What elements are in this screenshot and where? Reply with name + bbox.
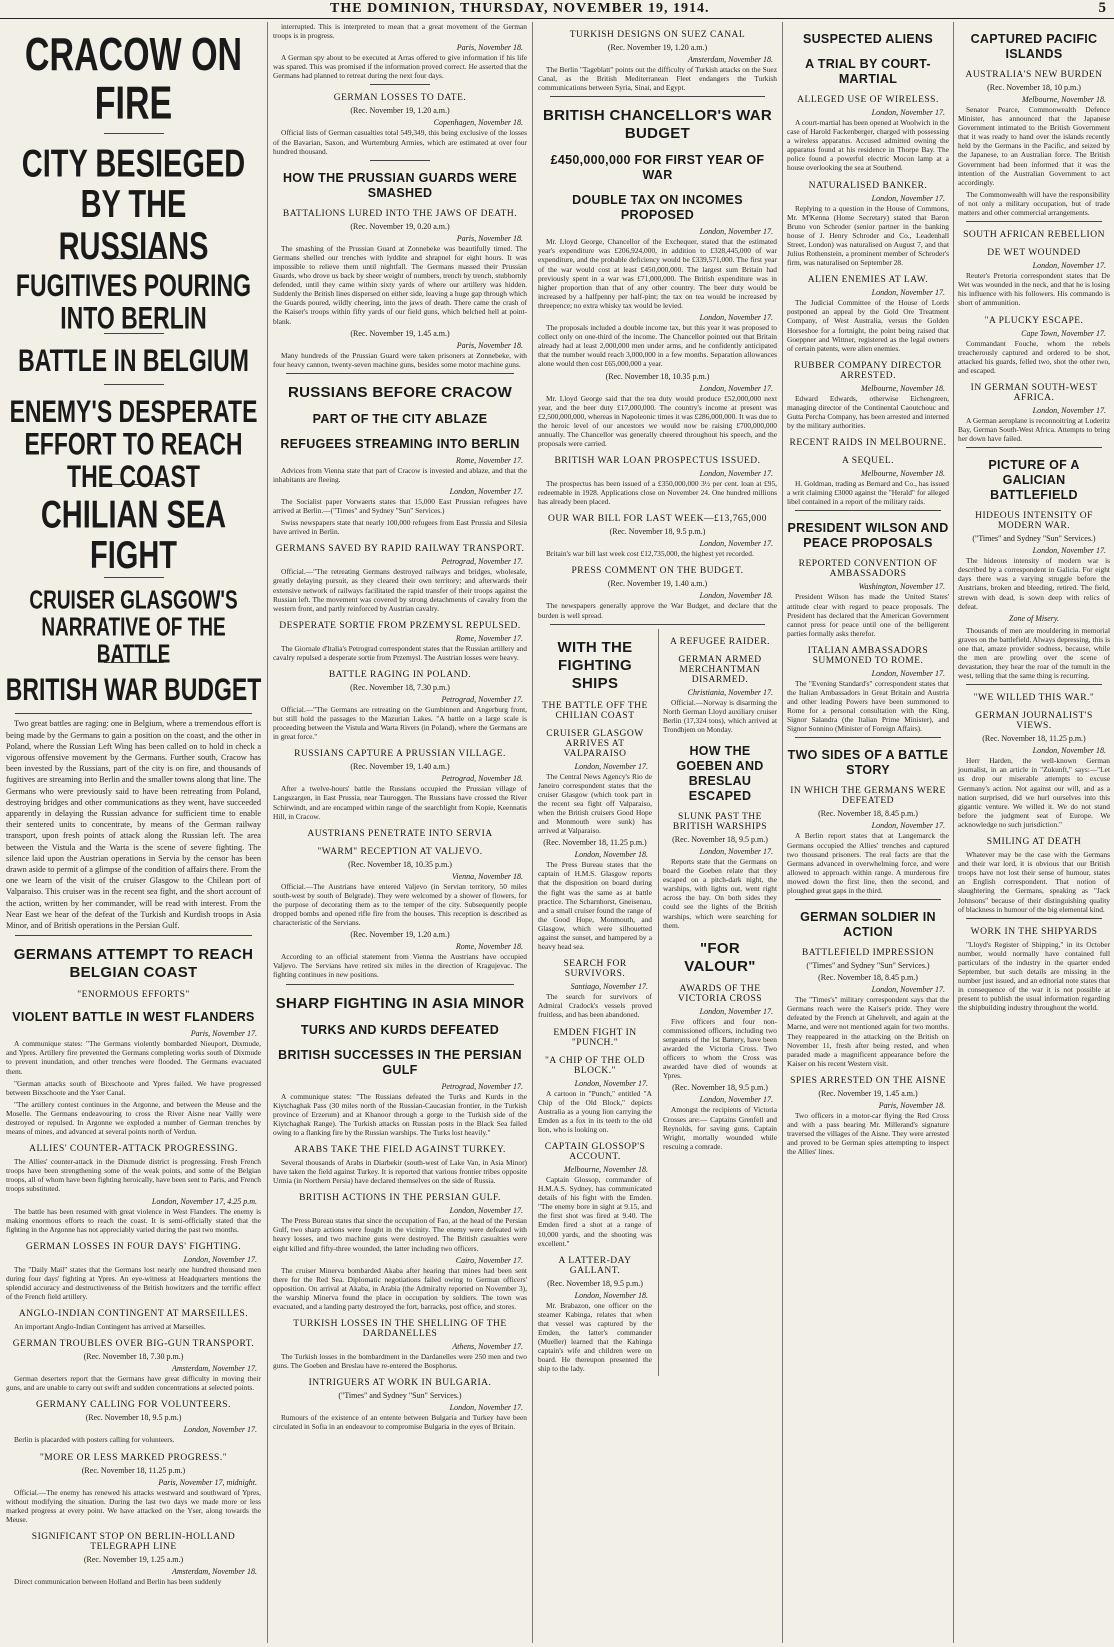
dateline: Santiago, November 17. [570, 982, 648, 992]
article-text: The Press Bureau states that the captain of H.M.S. Glasgow reports that the disposition on board during the fight was the same as at battle practice. The Scharnhorst, Gneisenau, and a small cruiser found the range of the Good Hope, Monmouth, and Glasgow, which were silhouetted against the sunset, and hampered by a heavy head sea. [538, 860, 652, 952]
dateline: London, November 17. [699, 227, 773, 237]
section-heading: BRITISH CHANCELLOR'S WAR BUDGET [542, 107, 773, 143]
received-line: (Rec. November 19, 1.40 a.m.) [607, 579, 708, 589]
column-5 [953, 22, 1114, 1643]
received-line: (Rec. November 18, 9.5 p.m.) [547, 1278, 643, 1288]
dateline: Copenhagen, November 18. [433, 118, 523, 128]
dateline: Paris, November 18. [456, 340, 523, 350]
dateline: London, November 17. [871, 288, 945, 298]
section-subheading: THE BATTLE OFF THE CHILIAN COAST [542, 700, 648, 721]
section-heading: BRITISH ACTIONS IN THE PERSIAN GULF. [299, 1193, 501, 1204]
received-line: (Rec. November 18, 11.25 p.m.) [543, 838, 647, 848]
article-text: The Central News Agency's Rio de Janeiro correspondent states that the cruiser Glasgow (which took part in the recent sea fight off Valparaiso, when the British cruisers Good Hope and Monmouth were sunk) has arrived at Valparaiso. [538, 771, 652, 836]
dateline: London, November 17. [574, 1078, 648, 1088]
article-text: Herr Harden, the well-known German journalist, in an article in "Zukunft," says:—"Let us drop our miserable attempts to excuse Germany's action. Not against our will, and as a nation surprised, did we hurl ourselves into this gigantic venture. We willed it. We do not stand before the judgment seat of Europe. We acknowledge no such jurisdiction." [958, 756, 1110, 829]
headline-fugitives: FUGITIVES POURING INTO BERLIN [15, 267, 252, 336]
section-subheading: £450,000,000 FOR FIRST YEAR OF WAR [550, 153, 765, 183]
received-line: (Rec. November 19, 1.20 a.m.) [350, 106, 450, 116]
received-line: (Rec. November 18, 9.5 p.m.) [609, 527, 706, 537]
article-text: A Berlin report states that at Langemarck the Germans occupied the Allies' trenches and captured two thousand prisoners. The real facts are that the Germans advanced in overwhelming force, and were allowed to approach within range. A murderous fire mowed down the first line, then the second, and ploughed great gaps in the third. [787, 831, 949, 896]
column-3 [532, 22, 782, 1643]
section-heading: GERMAN LOSSES TO DATE. [333, 93, 467, 104]
received-line: (Rec. November 19, 1.20 a.m.) [607, 43, 708, 52]
dateline: Cape Town, November 17. [1021, 328, 1106, 338]
section-heading: SOUTH AFRICAN REBELLION [963, 230, 1105, 241]
section-subheading: AWARDS OF THE VICTORIA CROSS [677, 983, 763, 1004]
dateline: London, November 17. [699, 1095, 773, 1105]
dateline: London, November 17. [871, 193, 945, 203]
dateline: Petrograd, November 17. [441, 1081, 523, 1091]
article-text: The Commonwealth will have the responsibility of not only a military occupation, but of trade matters and other commercial arrangements. [958, 189, 1110, 218]
article-text: Replying to a question in the House of Commons, Mr. M'Kenna (Home Secretary) stated that Baron Bruno von Schroder (senior partner in the banking house of J. Henry Schroder and Co., Leadenhall Street, London) was naturalised on August 7, and that Julius Rothenstein, a prominent member of Schroder's firm, was naturalised on September 28. [787, 203, 949, 268]
section-heading: RUSSIANS CAPTURE A PRUSSIAN VILLAGE. [294, 749, 506, 760]
article-text: A communique states: "The Germans violently bombarded Nieuport, Dixmude, and Ypres. Artillery fire prevented the Germans completing works south of Dixmude to prevent inundation, and other trenches were flooded. The Germans evacuated them. [6, 1039, 261, 1076]
dateline: Rome, November 18. [455, 942, 523, 952]
newspaper-title: THE DOMINION, THURSDAY, NOVEMBER 19, 1914. [330, 1, 710, 16]
article-text: Official.—"The retreating Germans destroyed railways and bridges, wholesale, greatly delaying pursuit, as they cleared their own territory; and afterwards their extensive network of railways facilitated the rapid transfer of their troops against the Russian left. The movement was covered by strong detachments of cavalry from the western front, and partly reinforced by Austrian cavalry. [273, 567, 527, 613]
article-text: Captain Glossop, commander of H.M.A.S. Sydney, has communicated details of his fight with the Emden. "The enemy bore in sight at 9.15, and the first shot was fired at 9.40. The Emden fired a shot at a range of 10,000 yards, and the shooting was excellent." [538, 1174, 652, 1248]
dateline: Melbourne, November 18. [564, 1164, 648, 1174]
article-text: The hideous intensity of modern war is described by a correspondent in Galicia. For eight days there was a varying struggle before the Austrians, broken and bleeding, retired. The field, strewn with dead, is sown deep with relics of defeat. [958, 556, 1110, 611]
section-heading: ALLIES' COUNTER-ATTACK PROGRESSING. [29, 1144, 238, 1155]
section-subheading: BATTALIONS LURED INTO THE JAWS OF DEATH. [282, 208, 518, 219]
section-heading: DESPERATE SORTIE FROM PRZEMYSL REPULSED. [279, 620, 521, 631]
received-line: (Rec. November 19, 0.20 a.m.) [350, 221, 450, 231]
article-text: Britain's war bill last week cost £12,735,000, the highest yet recorded. [546, 549, 754, 559]
received-line: (Rec. November 18, 11.25 p.m.) [81, 1465, 186, 1475]
received-line: (Rec. November 18, 8.45 p.m.) [818, 973, 918, 983]
dateline: Petrograd, November 17. [441, 695, 523, 704]
article-text: Edward Edwards, otherwise Eichengreen, managing director of the Continental Caoutchouc and Gutta Percha Company, has been arrested and interned by the military authorities. [787, 393, 949, 431]
dateline: Washington, November 17. [858, 582, 945, 592]
dateline: Rome, November 17. [455, 633, 523, 643]
column-1 [2, 22, 265, 1643]
section-subheading: DOUBLE TAX ON INCOMES PROPOSED [572, 193, 743, 223]
article-text: The prospectus has been issued of a £350,000,000 3½ per cent. loan at £95, redeemable in 1928. Applications close on November 24. One hundred millions has already been placed. [538, 479, 777, 507]
service-credit: ("Times" and Sydney "Sun" Services.) [972, 534, 1096, 544]
article-text: Official.—The enemy has renewed his attacks westward and southward of Ypres, without modifying the situation. During the last two days we made more or less marked progress at every point. We have attacked on the Yser, along towards the Meuse. [6, 1487, 261, 1524]
received-line: (Rec. November 18, 7.30 p.m.) [83, 1352, 184, 1362]
dateline: Paris, November 18. [456, 43, 523, 53]
section-subheading: A TRIAL BY COURT-MARTIAL [805, 57, 931, 86]
article-text: The newspapers generally approve the War Budget, and declare that the burden is well spread. [538, 601, 777, 620]
dateline: London, November 17. [183, 1254, 257, 1264]
dateline: London, November 17. [1032, 405, 1106, 415]
section-heading: "FOR VALOUR" [684, 939, 756, 975]
article-text: Many hundreds of the Prussian Guard were taken prisoners at Zonnebeke, with four heavy cannon, twenty-seven machine guns, besides some motor machine guns. [273, 350, 527, 369]
article-text: "German attacks south of Bixschoote and Ypres failed. We have progressed between Bixschoote and the Yser Canal. [6, 1078, 261, 1097]
dateline: London, November 17. [449, 486, 523, 496]
section-subheading: VIOLENT BATTLE IN WEST FLANDERS [12, 1010, 255, 1025]
section-heading: PICTURE OF A GALICIAN BATTLEFIELD [988, 458, 1080, 503]
section-subheading: Zone of Misery. [1009, 613, 1059, 623]
section-subheading: BRITISH SUCCESSES IN THE PERSIAN GULF [278, 1047, 522, 1077]
article-text: According to an official statement from Vienna the Austrians have occupied Valjevo. The Servians have retired six miles in the direction of Kragujevac. The fighting continues in new positions. [273, 952, 527, 980]
article-text: Commandant Fouche, whom the rebels treacherously captured and ordered to be shot, attacked his guards, felled two, shot the other two, and escaped. [958, 338, 1110, 375]
section-subheading: IN WHICH THE GERMANS WERE DEFEATED [790, 786, 946, 807]
section-heading: BRITISH WAR LOAN PROSPECTUS ISSUED. [554, 456, 761, 467]
article-text: The Allies' counter-attack in the Dixmude district is progressing. Fresh French troops have been strengthening some of the weak points, and some of the Belgian troops, all of whom have been fighting heroically, have been sent to Paris, and French troops substituted. [6, 1157, 261, 1194]
article-text: Whatever may be the case with the Germans and their war lord, it is obvious that our British troops have not lost their sense of humour, states an English correspondent. That notion of slaughtering the Germans, speaking as "Jack Johnsons" because of their distinguishing quality of blackness in humour of the big elemental kind. [958, 850, 1110, 914]
dateline: London, November 17. [699, 469, 773, 479]
received-line: (Rec. November 19, 1.40 a.m.) [350, 762, 450, 772]
dateline: London, November 17. [871, 668, 945, 678]
dateline: London, November 17. [699, 1006, 773, 1016]
section-heading: ARABS TAKE THE FIELD AGAINST TURKEY. [294, 1144, 506, 1155]
section-heading: SIGNIFICANT STOP ON BERLIN-HOLLAND TELEGRAPH LINE [31, 1531, 236, 1552]
received-line: (Rec. November 19, 1.25 a.m.) [83, 1554, 184, 1564]
received-line: (Rec. November 18, 10.35 p.m.) [605, 371, 710, 381]
article-text: A German spy about to be executed at Arras offered to give information if his life was spared. This was promised if the information proved correct. He asserted that the Germans had planned to retreat during the next four days. [273, 53, 527, 81]
section-heading: SHARP FIGHTING IN ASIA MINOR [275, 994, 525, 1012]
dateline: Paris, November 17. [190, 1029, 257, 1039]
dateline: London, November 17. [574, 761, 648, 771]
headline-enemy-effort: ENEMY'S DESPERATE EFFORT TO REACH THE COAST [9, 393, 258, 495]
section-heading: NATURALISED BANKER. [808, 180, 928, 191]
section-subheading: AUSTRALIA'S NEW BURDEN [965, 70, 1103, 80]
section-heading: ANGLO-INDIAN CONTINGENT AT MARSEILLES. [18, 1309, 249, 1320]
section-heading: WORK IN THE SHIPYARDS [970, 926, 1098, 937]
headline-battle-belgium: BATTLE IN BELGIUM [18, 342, 249, 378]
service-credit: ("Times" and Sydney "Sun" Services.) [338, 1391, 462, 1401]
dateline: London, November 18. [1032, 746, 1106, 756]
article-text: The Giornale d'Italia's Petrograd correspondent states that the Russian artillery and cavalry repulsed a desperate sortie from Przemysl. The Austrian losses were heavy. [273, 643, 527, 662]
section-heading: INTRIGUERS AT WORK IN BULGARIA. [308, 1378, 492, 1389]
article-text: An important Anglo-Indian Contingent has arrived at Marseilles. [14, 1322, 206, 1332]
section-subheading: GERMAN ARMED MERCHANTMAN DISARMED. [678, 654, 762, 685]
headline-glasgow-narrative: CRUISER GLASGOW'S NARRATIVE OF THE BATTLE [29, 587, 238, 670]
article-text: Mr. Lloyd George said that the tea duty would produce £52,000,000 next year, and the beer duty £17,000,000. The country's income at present was £2,500,000,000, whereas in Napoleonic times it was £286,000,000. It was due to the heroic level of our ancestors we would now be raising £700,000,000 annually. The Chancellor was generally cheered throughout his speech, and the proposals were carried. [538, 393, 777, 448]
section-heading: RUBBER COMPANY DIRECTOR ARRESTED. [794, 360, 942, 381]
section-subheading: HIDEOUS INTENSITY OF MODERN WAR. [975, 511, 1093, 532]
dateline: Athens, November 17. [452, 1342, 523, 1352]
section-subheading: "A CHIP OF THE OLD BLOCK." [545, 1055, 645, 1076]
section-heading: BATTLE RAGING IN POLAND. [328, 670, 472, 680]
service-credit: ("Times" and Sydney "Sun" Services.) [806, 961, 930, 971]
dateline: London, November 17, 4.25 p.m. [151, 1196, 257, 1206]
headline-city-besieged: CITY BESIEGED BY THE RUSSIANS [21, 143, 246, 269]
section-heading: "A PLUCKY ESCAPE. [984, 315, 1084, 326]
section-subheading: SLUNK PAST THE BRITISH WARSHIPS [672, 812, 768, 832]
article-text: A court-martial has been opened at Woolwich in the case of Harold Fackenberger, charged with possessing a wireless apparatus. Accused admitted owning the apparatus found at his residence in Thorpe Bay. The police found a powerful electric Mocon lamp at a house overlooking the sea at Southend. [787, 118, 949, 173]
article-text: A cartoon in "Punch," entitled "A Chip of the Old Block," depicts Australia as a young lion carrying the Emden as a fox in its teeth to the old lion, who is looking on. [538, 1088, 652, 1134]
article-text: The search for survivors of Admiral Cradock's vessels proved fruitless, and has been abandoned. [538, 992, 652, 1020]
article-text: After a twelve-hours' battle the Russians occupied the Prussian village of Langszargen, in East Prussia, near Tauroggen. The Russians have crossed the River Schirwindt, and are encamped within range of the searchlight from Kopie, Keennatis Hill, in Cracow. [273, 784, 527, 821]
article-text: Reports state that the Germans on board the Goeben relate that they escaped on a pitch-dark night, the warships, with lights out, went right across the bay. On both sides they could see the lights of the British warships, which were searching for them. [663, 857, 777, 930]
dateline: London, November 17. [699, 847, 773, 856]
article-text: President Wilson has made the United States' attitude clear with regard to peace proposals. The President has declared that the American Government cannot press for peace until one of the belligerent parties formally asks therefor. [787, 592, 949, 638]
article-text: German deserters report that the Germans have great difficulty in moving their guns, and are unable to carry out swift and sudden concentrations at selected points. [6, 1374, 261, 1393]
article-text: The cruiser Minerva bombarded Akaba after hearing that mines had been sent there for the Red Sea. Diplomatic negotiations failed owing to German officers' opposition. On arrival at Akaba, in Arabia (the Admiralty reported on November 3), the warship Minerva found the place in occupation by soldiers. The town was evacuated, and a landing party destroyed the fort, barracks, post office, and stores. [273, 1265, 527, 1311]
dateline: Paris, November 17, midnight. [158, 1477, 257, 1487]
section-heading: TURKISH DESIGNS ON SUEZ CANAL [569, 30, 746, 40]
section-heading: GERMAN LOSSES IN FOUR DAYS' FIGHTING. [25, 1241, 242, 1252]
received-line: (Rec. November 19, 1.45 a.m.) [350, 328, 450, 338]
article-text: The smashing of the Prussian Guard at Zonnebeke was beautifully timed. The Germans shelled our trenches with lyddite and shrapnel for eight hours. It was impossible to relieve them until nightfall. The Germans massed their Prussian Guards, who drove us back by sheer weight of numbers, trench by trench, stubbornly defended, until they came within sixty yards of where our artillery was hidden. Suddenly the British lines dispersed on either side, leaving a huge gap through which the Guards poured, wildly cheering, into the jaws of death. There came the crash of the Kaiser's troops within fifty yards of our field guns, which belched hell at point-blank. [273, 243, 527, 326]
received-line: (Rec. November 19, 1.20 a.m.) [350, 930, 450, 940]
received-line: (Rec. November 18, 7.30 p.m.) [350, 683, 450, 692]
section-heading: SUSPECTED ALIENS [802, 32, 934, 46]
received-line: (Rec. November 18, 9.5 p.m.) [672, 835, 768, 844]
section-subheading: GERMAN JOURNALIST'S VIEWS. [975, 711, 1093, 732]
section-heading: GERMANS ATTEMPT TO REACH BELGIAN COAST [13, 946, 254, 982]
section-subheading: BATTLEFIELD IMPRESSION [801, 948, 935, 959]
section-subheading: PART OF THE CITY ABLAZE [312, 411, 488, 426]
article-text: "Lloyd's Register of Shipping," in its October number, would normally have contained full particulars of the industry in the quarter ended September, but such details are missing in the number just issued, and an editorial note states that in consequence of the war it is not possible at present to publish the usual information regarding the shipbuilding industry throughout the world. [958, 939, 1110, 1013]
column-2 [267, 22, 532, 1643]
dateline: Amsterdam, November 18. [171, 1566, 257, 1576]
article-text: The "Times's" military correspondent says that the Germans reach were the Kaiser's pride. They were defeated by the French at Gheluvelt, and again at the Marne, and were not mentioned again for two months. They reappeared in the attacking on the British on November 11, fresh after being rested, and when paraded made a magnificent appearance before the Kaiser on his recent Western visit. [787, 995, 949, 1068]
article-text: The proposals included a double income tax, but this year it was proposed to collect only on one-third of the income. The Chancellor pointed out that Britain already had at least 2,000,000 men under arms, and he confidently anticipated that the number would reach 3,000,000 in a few months. Separation allowances alone would then cost £65,000,000 a year. [538, 323, 777, 369]
received-line: (Rec. November 18, 8.45 p.m.) [818, 809, 918, 819]
received-line: (Rec. November 18, 9.5 p.m.) [85, 1413, 182, 1423]
dateline: London, November 17. [699, 383, 773, 393]
section-heading: A LATTER-DAY GALLANT. [558, 1255, 632, 1276]
received-line: (Rec. November 18, 10.35 p.m.) [348, 859, 452, 869]
dateline: Paris, November 18. [878, 1100, 945, 1110]
dateline: Vienna, November 18. [452, 871, 523, 881]
dateline: London, November 17. [1032, 261, 1106, 271]
received-line: (Rec. November 18, 11.25 p.m.) [982, 734, 1086, 744]
headline-cracow: CRACOW ON FIRE [24, 29, 243, 129]
received-line: (Rec. November 18, 10 p.m.) [987, 83, 1081, 92]
headline-chilian-sea-fight: CHILIAN SEA FIGHT [40, 493, 227, 578]
article-text: A communique states: "The Russians defeated the Turks and Kurds in the Kiytchaghak Pass (30 miles north of the Russian-Caucasian frontier, in the Turkish province of Erzerum) and at Khanoor through a gorge to the Turkish side of the Kiytchaghak Range). The Turkish attacks on Russian posts in the Black Sea failed owing to a flanking fire by the Russian warships. The Turks lost heavily." [273, 1091, 527, 1137]
dateline: London, November 17. [871, 985, 945, 995]
article-text: Mr. Brabazon, one officer on the steamer Kabinga, relates that when that vessel was captured by the Emden, the latter's commander (Mueller) learned that the Kabinga captain's wife and children were on board. He thereupon presented the ship to the lady. [538, 1300, 652, 1374]
section-heading: WITH THE FIGHTING SHIPS [557, 638, 633, 692]
dateline: Petrograd, November 17. [441, 557, 523, 567]
column-4 [782, 22, 953, 1643]
section-heading: CAPTAIN GLOSSOP'S ACCOUNT. [544, 1141, 646, 1162]
dateline: London, November 17. [1032, 546, 1106, 556]
section-heading: HOW THE GOEBEN AND BRESLAU ESCAPED [676, 744, 764, 803]
article-text: Mr. Lloyd George, Chancellor of the Exchequer, stated that the estimated year's expenditure was £206,924,000, in addition to £328,445,000 of war expenditure, and the probable deficiency would be £339,571,000. The first year of the war would cost at least £450,000,000. The largest sum Britain had previously spent in a war was £71,000,000. The British expenditure was in higher proportion than that of any other country. The beer duty would be increased by a halfpenny per half-pint; the tax on tea would be increased by threepence; no extra whisky tax would be levied. [538, 237, 777, 310]
section-subheading: REPORTED CONVENTION OF AMBASSADORS [798, 559, 938, 580]
received-line: (Rec. November 19, 1.45 a.m.) [818, 1088, 918, 1098]
article-text: Official.—"The Germans are retreating on the Gumbinnen and Angerburg front, but still hold the passages to the Mazurian Lakes. "A battle on a large scale is proceeding between the Vistula and Warta Rivers (in Poland), where the Germans are in great force." [273, 705, 527, 742]
section-heading: IN GERMAN SOUTH-WEST AFRICA. [970, 382, 1098, 403]
section-heading: TWO SIDES OF A BATTLE STORY [787, 748, 949, 778]
section-heading: ITALIAN AMBASSADORS SUMMONED TO ROME. [807, 645, 929, 666]
dateline: Petrograd, November 18. [441, 774, 523, 784]
section-heading: ALIEN ENEMIES AT LAW. [807, 275, 929, 286]
article-text: Berlin is placarded with posters calling for volunteers. [14, 1435, 175, 1445]
section-heading: SMILING AT DEATH [986, 837, 1082, 848]
dateline: Rome, November 17. [455, 455, 523, 465]
section-heading: RUSSIANS BEFORE CRACOW [287, 383, 513, 401]
dateline: London, November 17. [871, 821, 945, 831]
section-heading: CAPTURED PACIFIC ISLANDS [970, 32, 1098, 61]
section-heading: GERMAN TROUBLES OVER BIG-GUN TRANSPORT. [12, 1339, 255, 1350]
dateline: London, November 17. [699, 539, 773, 549]
dateline: London, November 17. [449, 1403, 523, 1413]
dateline: Amsterdam, November 17. [171, 1364, 257, 1374]
section-heading: AUSTRIANS PENETRATE INTO SERVIA [307, 828, 493, 839]
section-heading: PRESIDENT WILSON AND PEACE PROPOSALS [787, 521, 949, 551]
section-subheading: ALLEGED USE OF WIRELESS. [797, 95, 939, 105]
section-heading: "WE WILLED THIS WAR." [973, 693, 1095, 704]
dateline: London, November 17. [183, 1425, 257, 1435]
section-heading: GERMANS SAVED BY RAPID RAILWAY TRANSPORT. [275, 544, 525, 555]
article-text: Five officers and four non-commissioned officers, including two sergeants of the 1st Battery, have been awarded the Victoria Cross. Two officers to whom the Cross was awarded have died of wounds at Ypres. [663, 1016, 777, 1081]
dateline: Amsterdam, November 18. [687, 55, 773, 64]
section-heading: SPIES ARRESTED ON THE AISNE [790, 1075, 946, 1086]
article-text: Senator Pearce, Commonwealth Defence Minister, has announced that the Japanese Government intimated to the British Government that it was ready to hand over the islands recently held by the Germans in the Pacific, and seized by the Japanese, to an Australian force. The British Government had been informed that it was the intention of the Australian Government to act accordingly. [958, 105, 1110, 187]
article-text: "The artillery contest continues in the Argonne, and between the Meuse and the Moselle. The Germans endeavouring to cross the River Aisne near Vailly were destroyed or repulsed. In Argonne we exploded a number of German trenches by means of mines, and advanced at several points north of Verdun. [6, 1099, 261, 1137]
dateline: Melbourne, November 18. [861, 383, 945, 393]
article-text: Two officers in a motor-car flying the Red Cross and with a pass bearing Mr. Millerand's signature traversed the villages of the Aisne. They were arrested and proved to be German spies attempting to inspect the Allies' lines. [787, 1110, 949, 1157]
section-heading: OUR WAR BILL FOR LAST WEEK—£13,765,000 [548, 514, 767, 525]
dateline: Melbourne, November 18. [861, 469, 945, 479]
section-subheading: "WARM" RECEPTION AT VALJEVO. [317, 846, 483, 857]
section-heading: EMDEN FIGHT IN "PUNCH." [553, 1027, 637, 1048]
dateline: London, November 18. [574, 1290, 648, 1300]
section-subheading: REFUGEES STREAMING INTO BERLIN [280, 436, 520, 451]
page-number: 5 [1098, 0, 1106, 16]
dateline: Christiania, November 17. [687, 687, 773, 697]
article-text: The Judicial Committee of the House of Lords postponed an appeal by the Gold Ore Treatment Company, of West Australia, versus the Golden Horseshoe for a fortnight, the point being raised that Goeppner and Wittner, registered as the legal owners of certain patents, were alien enemies. [787, 298, 949, 353]
article-text: interrupted. This is interpreted to mean that a great movement of the German troops is in progress. [273, 22, 527, 41]
section-heading: TURKISH LOSSES IN THE SHELLING OF THE DARDANELLES [293, 1319, 507, 1340]
section-subheading: "ENORMOUS EFFORTS" [77, 990, 190, 1001]
section-heading: HOW THE PRUSSIAN GUARDS WERE SMASHED [282, 170, 518, 200]
section-heading: SEARCH FOR SURVIVORS. [563, 959, 627, 980]
article-text: Swiss newspapers state that nearly 100,000 refugees from East Prussia and Silesia have arrived in Berlin. [273, 518, 527, 537]
dateline: London, November 18. [699, 591, 773, 601]
article-text: Official.—The Austrians have entered Valjevo (in Servian territory, 50 miles south-west by south of Belgrade). They were welcomed by a shower of flowers, for the purpose of decorating them as to the temper of the city. Subsequently people dropped bombs and opened rifle fire from the houses. This reception is described as characteristic of the Servians. [273, 881, 527, 928]
section-heading: RECENT RAIDS IN MELBOURNE. [789, 438, 947, 449]
dateline: Cairo, November 17. [455, 1255, 523, 1265]
section-subheading: TURKS AND KURDS DEFEATED [300, 1022, 500, 1037]
article-text: The "Daily Mail" states that the Germans lost nearly one hundred thousand men during four days' fighting at Ypres. An eye-witness at Headquarters mentions the splendid accuracy and destructiveness of the British howitzers and the terrific effect of the French field artillery. [6, 1264, 261, 1302]
article-text: H. Goldman, trading as Bernard and Co., has issued a writ claiming £3000 against the "Herald" for alleged libel contained in a report of the military raids. [787, 479, 949, 507]
section-subheading: DE WET WOUNDED [987, 248, 1081, 259]
article-text: Official lists of German casualties total 549,349, this being exclusive of the losses of the Bavarian, Saxon, and Wurtemburg Armies, which are estimated at over four hundred thousand. [273, 128, 527, 156]
article-text: Advices from Vienna state that part of Cracow is invested and ablaze, and that the inhabitants are fleeing. [273, 465, 527, 484]
article-text: Thousands of men are mouldering in memorial graves on the battlefield. Always depressing, this is one that, amaze provider sodness, because, while the men are prowling over the scene of devastation, they hear the roar of the tumult in the west, telling that the same thing is recurring. [958, 625, 1110, 681]
article-text: The battle has been resumed with great violence in West Flanders. The enemy is making enormous efforts to reach the coast. It is semi-officially stated that the fighting in the Argonne has not appreciably varied during the past two months. [6, 1206, 261, 1234]
article-text: The "Evening Standard's" correspondent states that the Italian Ambassadors in Great Britain and Austria and other leading Powers have been summoned to Rome for a personal consultation with the King, Signor Salandra (the Italian Prime Minister), and Signor Sonnino (Minister of Foreign Affairs). [787, 678, 949, 734]
article-text: Official.—Norway is disarming the North German Lloyd auxiliary cruiser Berlin (17,324 tons), which arrived at Trondhjem on Monday. [663, 697, 777, 734]
section-heading: "MORE OR LESS MARKED PROGRESS." [39, 1452, 228, 1463]
dateline: London, November 18. [574, 850, 648, 860]
article-text: Several thousands of Arabs in Diarbekir (south-west of Lake Van, in Asia Minor) have taken the field against Turkey. It is reported that various frontier tribes opposite Urmia (in Northern Persia) have declared themselves on the side of Russia. [273, 1157, 527, 1186]
article-text: Amongst the recipients of Victoria Crosses are:— Captains Grenfell and Reynolds, for saving guns. Captain Wright, mortally wounded while rescuing a comrade. [663, 1105, 777, 1151]
section-heading: GERMANY CALLING FOR VOLUNTEERS. [36, 1400, 231, 1411]
dateline: Paris, November 18. [456, 233, 523, 243]
dateline: London, November 17. [871, 108, 945, 117]
article-text: The Press Bureau states that since the occupation of Fao, at the head of the Persian Gulf, two sharp actions were fought in the vicinity. The enemy were defeated with heavy losses, and two machine guns were destroyed. The British casualties were eight killed and fifty-three wounded, the latter including two officers. [273, 1216, 527, 1253]
headline-war-budget: BRITISH WAR BUDGET [5, 671, 262, 707]
lead-summary: Two great battles are raging: one in Belgium, where a tremendous effort is being made by the Germans to gain a position on the coast, and the other in Poland, where the Russian Left Wing has been called on to hold in check a vigorous offensive movement by the Germans. Further south, Cracow has been invested by the Russians, part of the city is on fire, and thousands of fugitives are streaming into Berlin and the smaller towns along that line. The Germans who were previously said to have been retreating from Poland, destroying bridges and other communications as they went, have succeeded apparently in delaying the Russian advance for sufficient time to enable their sentered units to concentrate, by means of the German railway transport, upon fresh points of attack along the Russian left. The area between the Vistula and the Warta is the scene of severe fighting. The silence laid upon the Austrian operations in Servia by the censor has been drawn aside to permit of a glimpse of the condition of affairs there. From the one we learn of the visit of the cruiser Glasgow to the Chilean port of Valparaiso. This cruiser was in the recent sea fight, and the short account of the action, written by her commander, will be read with interest. From the Near East we hear of the defeat of the Turkish and Kurdish troops in Asia Minor, and of British operations in the Persian Gulf. [6, 719, 261, 931]
article-text: Direct communication between Holland and Berlin has been suddenly [14, 1576, 222, 1586]
section-subheading: CRUISER GLASGOW ARRIVES AT VALPARAISO [546, 728, 644, 759]
received-line: (Rec. November 18, 9.5 p.m.) [672, 1083, 768, 1093]
masthead [0, 0, 1114, 19]
section-heading: A REFUGEE RAIDER. [669, 636, 771, 647]
article-text: Reuter's Pretoria correspondent states that De Wet was wounded in the neck, and that he is losing his influence with his followers. His commando is short of ammunition. [958, 271, 1110, 308]
dateline: London, November 17. [449, 1206, 523, 1216]
dateline: London, November 17. [699, 313, 773, 323]
dateline: Melbourne, November 18. [1022, 95, 1106, 104]
article-text: Rumours of the existence of an entente between Bulgaria and Turkey have been circulated in Sofia in an endeavour to compromise Bulgaria in the eyes of Britain. [273, 1413, 527, 1432]
section-heading: GERMAN SOLDIER IN ACTION [800, 910, 936, 940]
section-subheading: A SEQUEL. [842, 456, 894, 467]
article-text: The Berlin "Tageblatt" points out the difficulty of Turkish attacks on the Suez Canal, as the British Mediterranean Fleet endangers the Turkish communications between Syria, Sinai, and Egypt. [538, 65, 777, 93]
section-heading: PRESS COMMENT ON THE BUDGET. [571, 566, 744, 577]
article-text: The Socialist paper Vorwaerts states that 15,000 East Prussian refugees have arrived at Berlin.—("Times" and Sydney "Sun" Services.) [273, 496, 527, 516]
article-text: A German aeroplane is reconnoitring at Luderitz Bay, German South-West Africa. Attempts to bring her down have failed. [958, 415, 1110, 444]
article-text: The Turkish losses in the bombardment in the Dardanelles were 250 men and two guns. The Goeben and Breslau have re-entered the Bosphorus. [273, 1352, 527, 1371]
